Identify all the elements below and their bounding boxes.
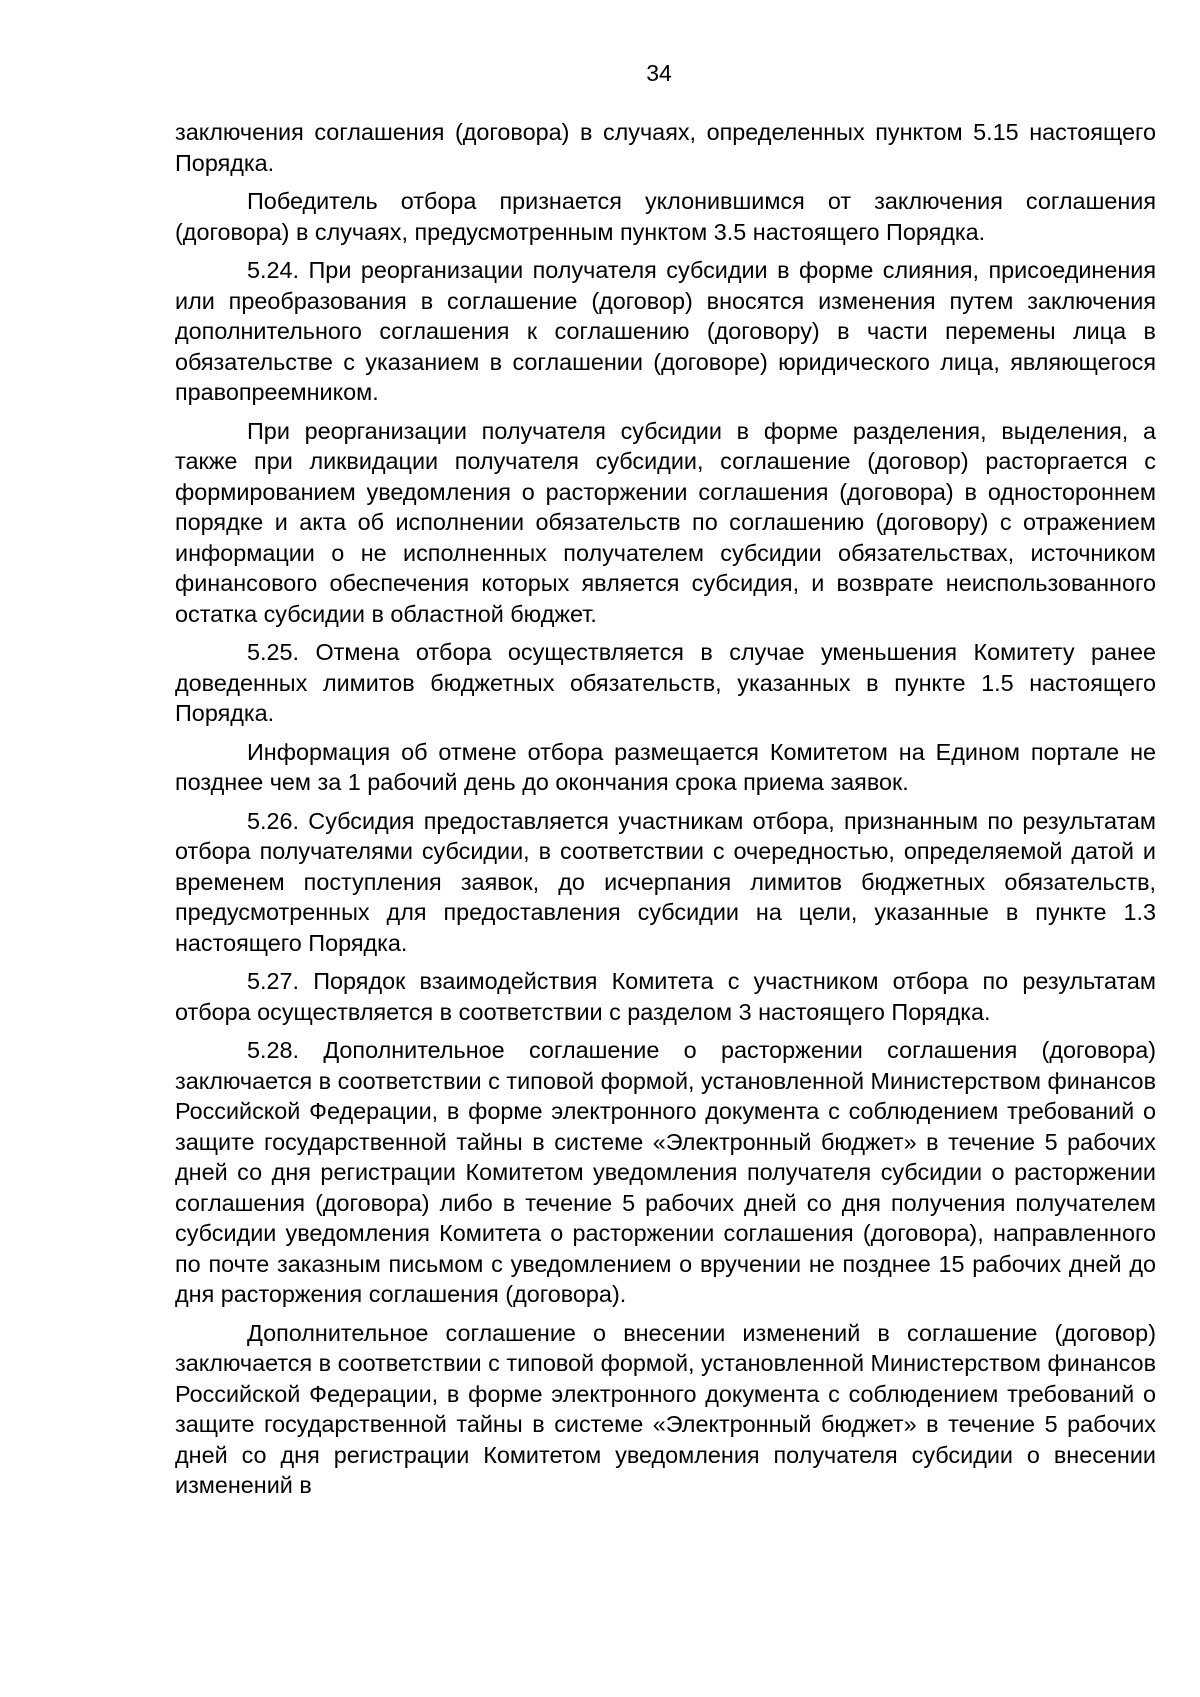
paragraph-winner-evasion: Победитель отбора признается уклонившимся от заключения соглашения (договора) в случаях, предусмотренным пунктом 3.5 настоящего Порядка. [175, 188, 1156, 245]
paragraph-5-27: 5.27. Порядок взаимодействия Комитета с участником отбора по результатам отбора осуществляется в соответствии с разделом 3 настоящего Порядка. [175, 968, 1156, 1025]
paragraph-5-25: 5.25. Отмена отбора осуществляется в случае уменьшения Комитету ранее доведенных лимитов бюджетных обязательств, указанных в пункте 1.5 настоящего Порядка. [175, 639, 1156, 726]
paragraph-5-26: 5.26. Субсидия предоставляется участникам отбора, признанным по результатам отбора получателями субсидии, в соответствии с очередностью, определяемой датой и временем поступления заявок, до исчерпания лимитов бюджетных обязательств, предусмотренных для предоставления субсидии на цели, указанные в пункте 1.3 настоящего Порядка. [175, 807, 1156, 956]
page-number: 34 [646, 60, 672, 86]
paragraph-reorganization-separation: При реорганизации получателя субсидии в форме разделения, выделения, а также при ликвидации получателя субсидии, соглашение (договор) расторгается с формированием уведомления о расторжении соглашения (договора) в одностороннем порядке и акта об исполнении обязательств по соглашению (договору) с отражением информации о не исполненных получателем субсидии обязательствах, источником финансового обеспечения которых является субсидия, и возврате неиспользованного остатка субсидии в областной бюджет. [175, 417, 1156, 627]
paragraph-continuation: заключения соглашения (договора) в случаях, определенных пунктом 5.15 настоящего Порядка. [175, 119, 1156, 176]
paragraph-5-24: 5.24. При реорганизации получателя субсидии в форме слияния, присоединения или преобразования в соглашение (договор) вносятся изменения путем заключения дополнительного соглашения к соглашению (договору) в части перемены лица в обязательстве с указанием в соглашении (договоре) юридического лица, являющегося правопреемником. [175, 257, 1156, 405]
paragraph-cancellation-info: Информация об отмене отбора размещается Комитетом на Едином портале не позднее чем за 1 рабочий день до окончания срока приема заявок. [175, 738, 1156, 795]
paragraph-amendment-agreement: Дополнительное соглашение о внесении изменений в соглашение (договор) заключается в соответствии с типовой формой, установленной Министерством финансов Российской Федерации, в форме электронного документа с соблюдением требований о защите государственной тайны в системе «Электронный бюджет» в течение 5 рабочих дней со дня регистрации Комитетом уведомления получателя субсидии о внесении изменений в [175, 1319, 1156, 1498]
paragraph-5-28: 5.28. Дополнительное соглашение о расторжении соглашения (договора) заключается в соответствии с типовой формой, установленной Министерством финансов Российской Федерации, в форме электронного документа с соблюдением требований о защите государственной тайны в системе «Электронный бюджет» в течение 5 рабочих дней со дня регистрации Комитетом уведомления получателя субсидии о расторжении соглашения (договора) либо в течение 5 рабочих дней со дня получения получателем субсидии уведомления Комитета о расторжении соглашения (договора), направленного по почте заказным письмом с уведомлением о вручении не позднее 15 рабочих дней до дня расторжения соглашения (договора). [175, 1037, 1156, 1307]
document-body [175, 117, 1156, 1509]
